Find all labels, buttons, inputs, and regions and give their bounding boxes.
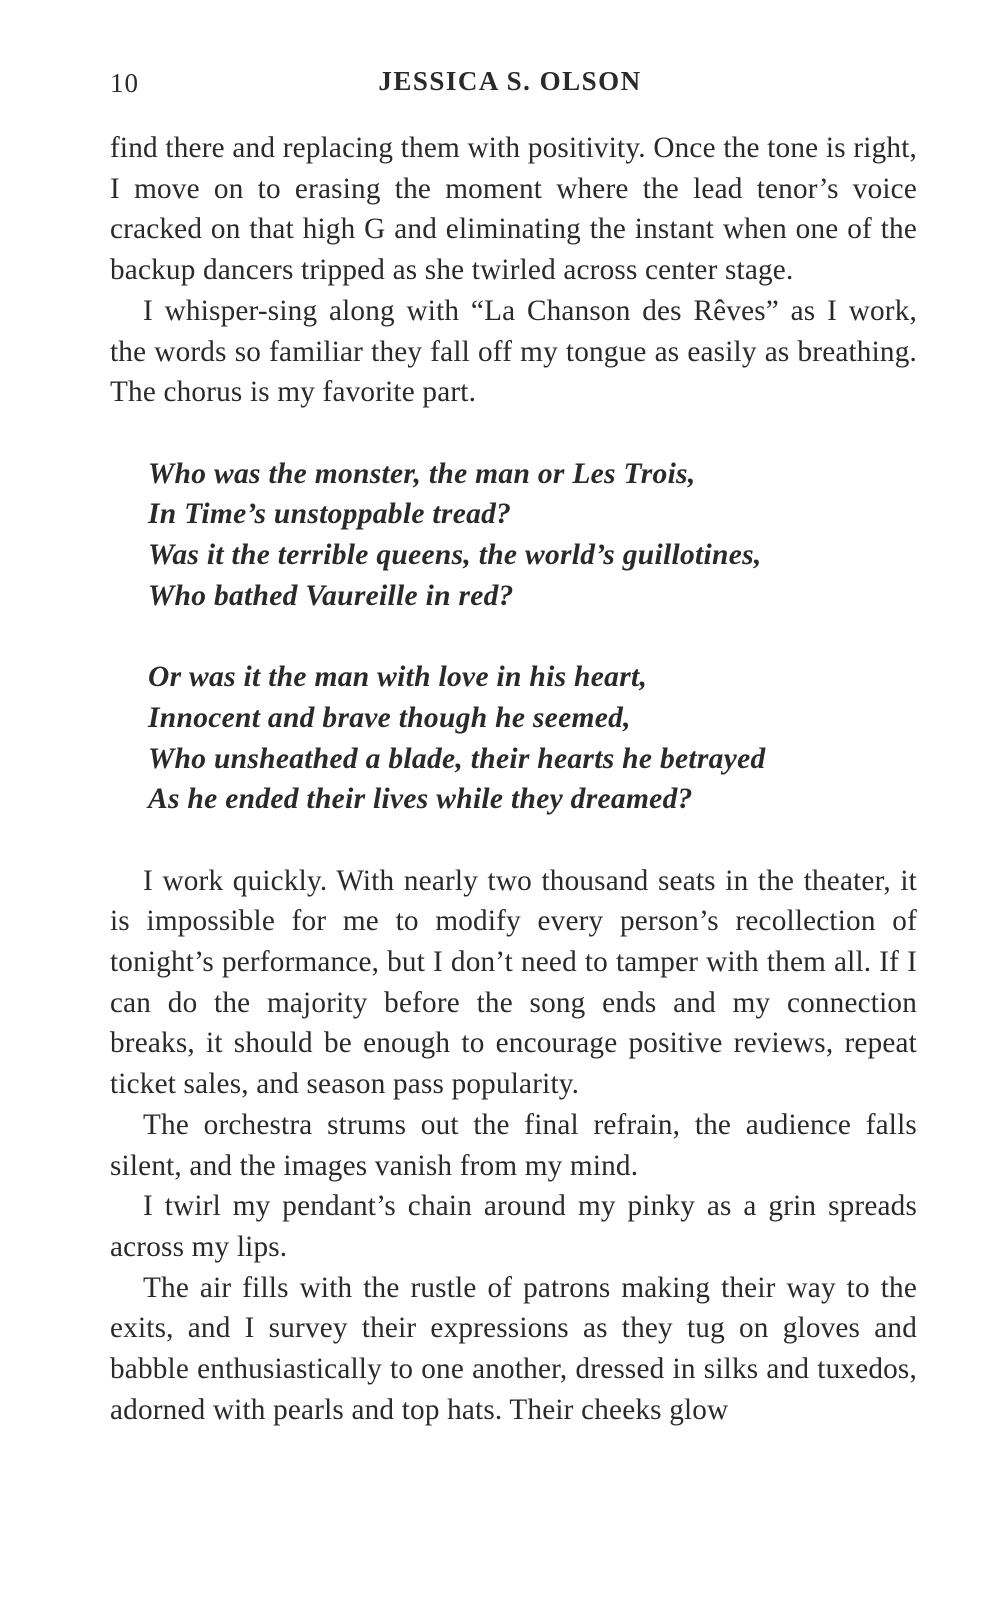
paragraph-6: The air fills with the rustle of patrons making their way to the exits, and I survey their expressions as they tug on gloves and babble enthusiastically to one another, dressed in silks and tuxedos, adorned with pearls and top hats. Their cheeks glow [110,1271,917,1426]
verse-line: Who bathed Vaureille in red? [148,579,514,612]
running-head-author: JESSICA S. OLSON [378,66,642,96]
verse-stanza-2 [110,657,917,820]
verse-line: Was it the terrible queens, the world’s guillotines, [148,539,762,572]
verse-line: In Time’s unstoppable tread? [148,498,512,531]
verse-stanza-1 [110,454,917,617]
page-header [110,60,910,100]
verse-line: As he ended their lives while they dreamed? [148,783,693,816]
body-text [110,128,917,1430]
verse-line: Who unsheathed a blade, their hearts he betrayed [148,742,766,775]
paragraph-5: I twirl my pendant’s chain around my pinky as a grin spreads across my lips. [110,1190,917,1263]
verse-line: Innocent and brave though he seemed, [148,701,631,734]
verse-line: Who was the monster, the man or Les Trois, [148,457,696,490]
paragraph-1: find there and replacing them with positivity. Once the tone is right, I move on to erasing the moment where the lead tenor’s voice cracked on that high G and eliminating the instant when one of the backup dancers tripped as she twirled across center stage. [110,132,917,287]
paragraph-4: The orchestra strums out the final refrain, the audience falls silent, and the images vanish from my mind. [110,1108,917,1182]
verse-line: Or was it the man with love in his heart, [148,661,648,694]
paragraph-2: I whisper-sing along with “La Chanson des Rêves” as I work, the words so familiar they fall off my tongue as easily as breathing. The chorus is my favorite part. [110,294,917,409]
page-number: 10 [110,68,139,98]
paragraph-3: I work quickly. With nearly two thousand seats in the theater, it is impossible for me to modify every person’s recollection of tonight’s performance, but I don’t need to tamper with them all. If I can do the majority before the song ends and my connection breaks, it should be enough to encourage positive reviews, repeat ticket sales, and season pass popularity. [110,864,917,1101]
stanza-gap [110,616,917,657]
